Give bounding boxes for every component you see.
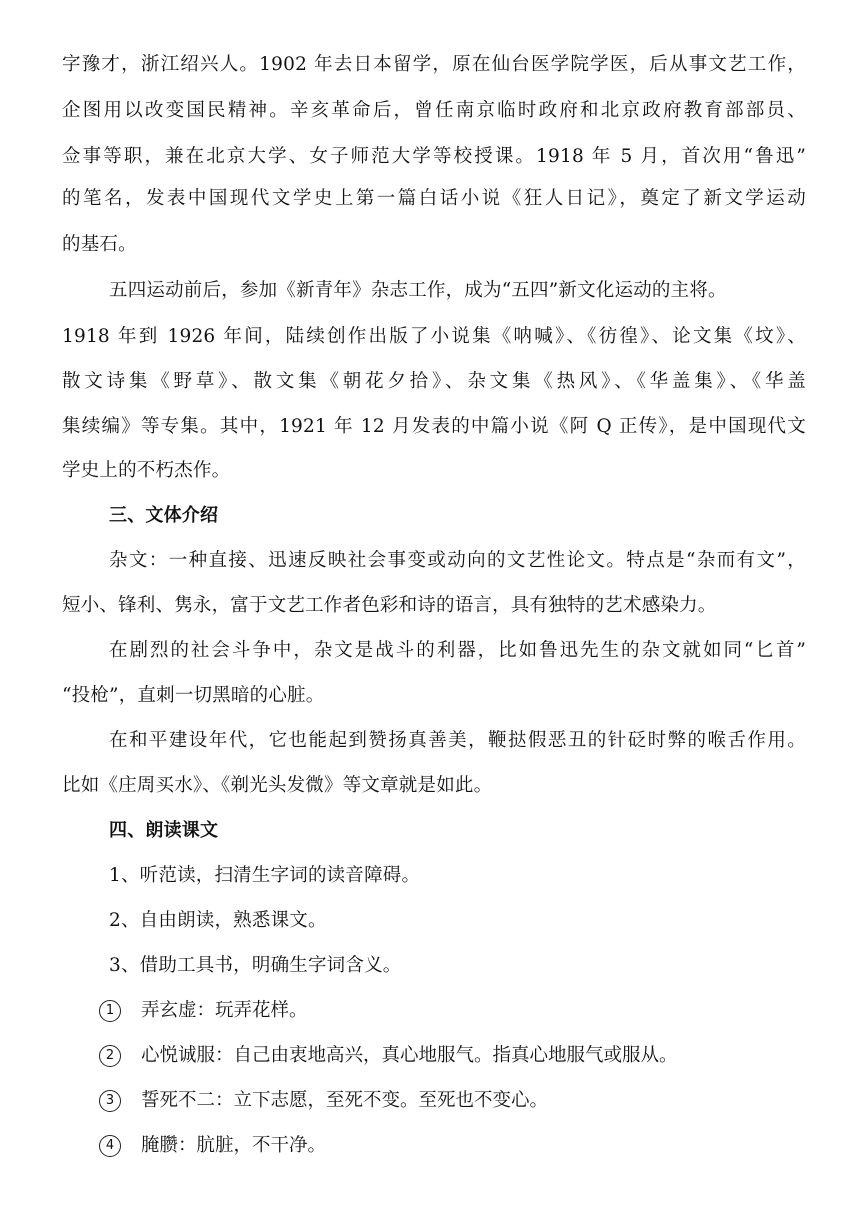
vocab-text: 弄玄虚：玩弄花样。 <box>141 1000 308 1021</box>
circled-number: 3 <box>99 1090 121 1112</box>
reading-step-2: 2、自由朗读，熟悉课文。 <box>109 910 327 931</box>
reading-step-3: 3、借助工具书，明确生字词含义。 <box>109 955 402 976</box>
bio2-line-1: 五四运动前后，参加《新青年》杂志工作，成为“五四”新文化运动的主将。 <box>109 280 727 301</box>
circled-number: 1 <box>99 1000 121 1022</box>
vocab-text: 腌臜：肮脏，不干净。 <box>141 1135 327 1156</box>
circled-number: 4 <box>99 1135 121 1157</box>
genre-p2-line-2: “投枪”，直刺一切黑暗的心脏。 <box>62 685 325 706</box>
genre-p1-line-2: 短小、锋利、隽永，富于文艺工作者色彩和诗的语言，具有独特的艺术感染力。 <box>62 595 717 616</box>
vocab-text: 心悦诚服：自己由衷地高兴，真心地服气。指真心地服气或服从。 <box>141 1045 678 1066</box>
genre-p3-line-1: 在和平建设年代，它也能起到赞扬真善美，鞭挞假恶丑的针砭时弊的喉舌作用。 <box>109 730 806 751</box>
genre-p1-line-1: 杂文：一种直接、迅速反映社会事变或动向的文艺性论文。特点是“杂而有文”， <box>109 550 806 571</box>
genre-p3-line-2: 比如《庄周买水》、《剃光头发微》等文章就是如此。 <box>62 775 493 796</box>
genre-p2-line-1: 在剧烈的社会斗争中，杂文是战斗的利器，比如鲁迅先生的杂文就如同“匕首” <box>109 640 806 661</box>
vocab-item-4 <box>99 1133 326 1159</box>
circled-number: 2 <box>99 1045 121 1067</box>
bio1-line-3: 佥事等职，兼在北京大学、女子师范大学等校授课。1918 年 5 月，首次用“鲁迅” <box>62 146 806 167</box>
bio2-line-2: 1918 年到 1926 年间，陆续创作出版了小说集《呐喊》、《彷徨》、论文集《坟》、 <box>62 326 806 347</box>
section-heading-genre: 三、文体介绍 <box>109 505 219 526</box>
vocab-item-1 <box>99 998 308 1024</box>
reading-step-1: 1、听范读，扫清生字词的读音障碍。 <box>109 865 421 886</box>
bio2-line-3: 散文诗集《野草》、散文集《朝花夕拾》、杂文集《热风》、《华盖集》、《华盖 <box>62 371 806 392</box>
bio1-line-1: 字豫才，浙江绍兴人。1902 年去日本留学，原在仙台医学院学医，后从事文艺工作， <box>62 54 806 75</box>
section-heading-reading: 四、朗读课文 <box>109 820 219 841</box>
bio1-line-4: 的笔名，发表中国现代文学史上第一篇白话小说《狂人日记》，奠定了新文学运动 <box>62 188 806 209</box>
bio1-line-5: 的基石。 <box>62 234 137 255</box>
vocab-text: 誓死不二：立下志愿，至死不变。至死也不变心。 <box>141 1090 549 1111</box>
bio1-line-2: 企图用以改变国民精神。辛亥革命后，曾任南京临时政府和北京政府教育部部员、 <box>62 100 806 121</box>
bio2-line-5: 学史上的不朽杰作。 <box>62 460 231 481</box>
vocab-item-2 <box>99 1043 678 1069</box>
vocab-item-3 <box>99 1088 548 1114</box>
bio2-line-4: 集续编》等专集。其中，1921 年 12 月发表的中篇小说《阿 Q 正传》，是中国现代文 <box>62 416 806 437</box>
